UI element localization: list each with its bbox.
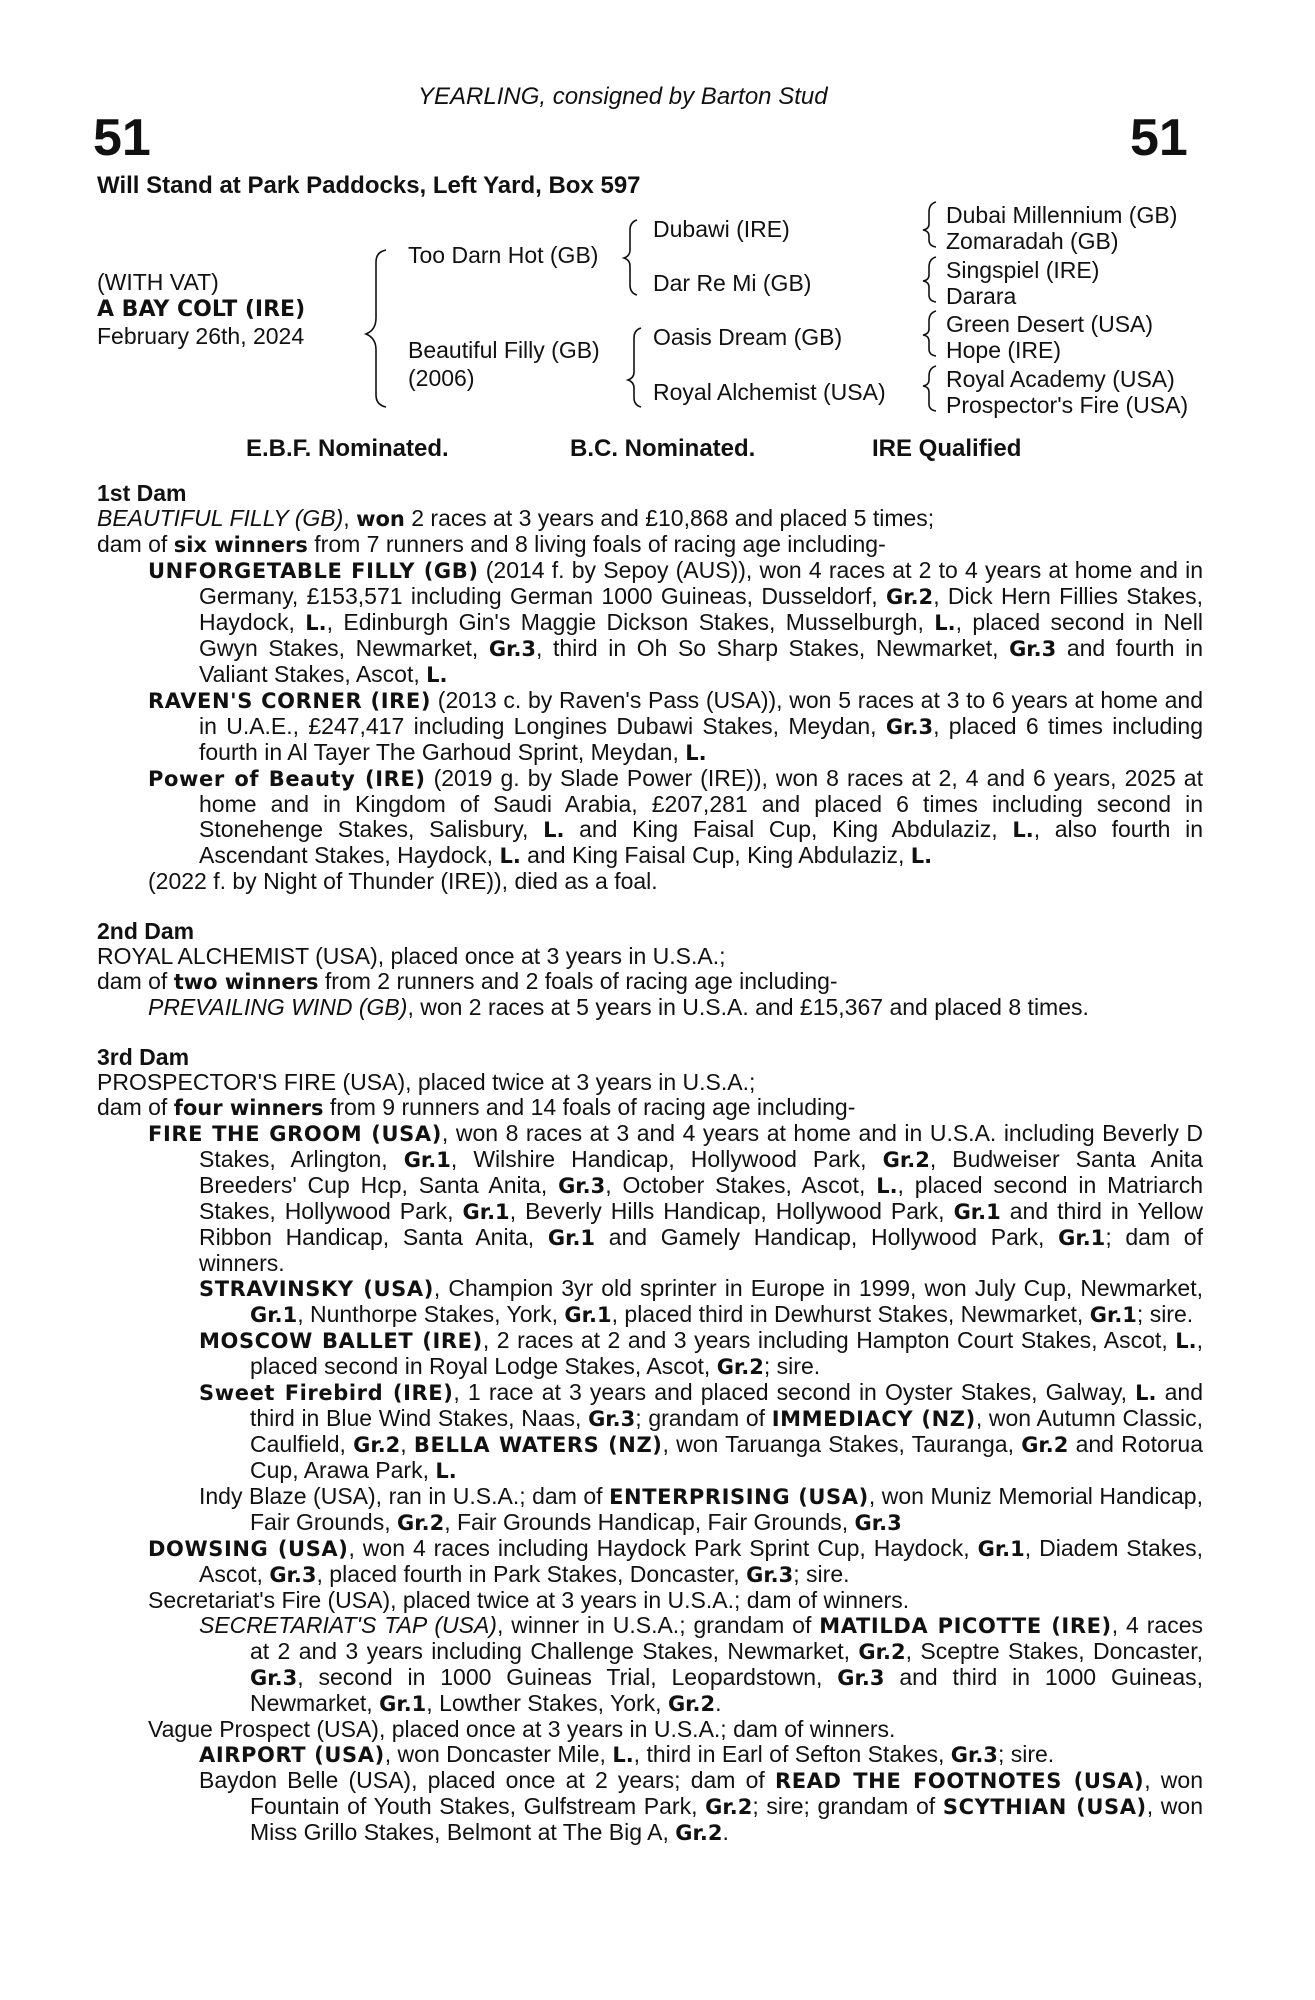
entry-text: , third in Earl of Sefton Stakes,: [633, 1741, 951, 1767]
entry-text: , won 2 races at 5 years in U.S.A. and £15,367 and placed 8 times.: [407, 994, 1089, 1020]
entry-text: Gr.2: [858, 1640, 906, 1664]
horse-name: FIRE THE GROOM (USA): [148, 1122, 442, 1146]
dam-dam-name: Royal Alchemist (USA): [653, 379, 886, 405]
gen3-name-6: Hope (IRE): [946, 337, 1062, 363]
entry-text: ; grandam of: [635, 1405, 772, 1431]
entry-text: Gr.3: [885, 715, 934, 739]
entry-text: , Lowther Stakes, York,: [426, 1690, 668, 1716]
horse-name: READ THE FOOTNOTES (USA): [774, 1769, 1145, 1793]
entry-text: , placed second in Matriarch Stakes, Hollywood Park,: [199, 1172, 1203, 1224]
entry-text: Gr.2: [716, 1355, 764, 1379]
entry-text: , placed third in Dewhurst Stakes, Newmarket,: [611, 1301, 1090, 1327]
pedigree-entry: [97, 1768, 1203, 1846]
entry-text: L.: [1135, 1381, 1157, 1405]
entry-text: Gr.3: [1009, 637, 1057, 661]
entry-text: L.: [499, 844, 521, 868]
horse-name: UNFORGETABLE FILLY (GB): [148, 559, 479, 583]
pedigree-entry: [97, 1536, 1203, 1588]
gen3-name-7: Royal Academy (USA): [946, 366, 1175, 392]
ire-qualification: IRE Qualified: [872, 435, 1022, 462]
foaling-date: February 26th, 2024: [97, 323, 305, 349]
sire-dam-name: Dar Re Mi (GB): [653, 270, 812, 296]
entry-text: and third in Blue Wind Stakes, Naas,: [250, 1379, 1203, 1431]
entry-text: Gr.3: [558, 1174, 606, 1198]
pedigree-entry: [97, 506, 1203, 532]
entry-text: Gr.1: [403, 1148, 451, 1172]
entry-text: Gr.2: [675, 1821, 723, 1845]
entry-text: , won Doncaster Mile,: [384, 1741, 613, 1767]
entry-text: Gr.3: [588, 1407, 636, 1431]
pedigree-entry: [97, 869, 1203, 894]
entry-text: L.: [426, 663, 448, 687]
entry-text: won: [356, 507, 405, 531]
horse-name: BELLA WATERS (NZ): [413, 1433, 663, 1457]
pedigree-entry: [97, 969, 1203, 995]
gen3-name-4: Darara: [946, 283, 1017, 309]
entry-text: L.: [1012, 818, 1034, 842]
entry-text: Gr.1: [977, 1537, 1025, 1561]
entry-text: , placed second in Nell Gwyn Stakes, Newmarket,: [199, 609, 1204, 661]
pedigree-entry: [97, 1276, 1203, 1328]
entry-text: , also fourth in Ascendant Stakes, Haydock,: [199, 816, 1204, 868]
horse-name: Power of Beauty (IRE): [148, 767, 426, 791]
entry-text: Gr.1: [250, 1303, 298, 1327]
entry-text: Gr.1: [1058, 1226, 1106, 1250]
entry-text: BEAUTIFUL FILLY (GB): [97, 505, 344, 531]
entry-text: L.: [612, 1743, 634, 1767]
bc-nomination: B.C. Nominated.: [570, 435, 756, 462]
pedigree-entry: [97, 1121, 1203, 1276]
dam-sire-name: Oasis Dream (GB): [653, 324, 843, 350]
entry-text: , Fair Grounds Handicap, Fair Grounds,: [444, 1509, 855, 1535]
entry-text: ,: [343, 505, 357, 531]
section-gap: [97, 1020, 1203, 1045]
entry-text: ; sire.: [763, 1353, 821, 1379]
horse-name: Sweet Firebird (IRE): [199, 1381, 454, 1405]
gen3-name-1: Dubai Millennium (GB): [946, 202, 1178, 228]
entry-text: (2022 f. by Night of Thunder (IRE)), died as a foal.: [148, 868, 658, 894]
entry-text: from 2 runners and 2 foals of racing age including-: [318, 968, 838, 994]
entry-text: Gr.2: [885, 585, 934, 609]
entry-text: and King Faisal Cup, King Abdulaziz,: [564, 816, 1013, 842]
entry-text: Gr.1: [953, 1200, 1001, 1224]
entry-text: Gr.3: [488, 637, 537, 661]
pedigree-entry: [97, 1070, 1203, 1095]
pedigree-entry: [97, 558, 1203, 688]
dam-year: (2006): [408, 365, 475, 391]
entry-text: Gr.2: [705, 1795, 753, 1819]
entry-text: , won 8 races at 3 and 4 years at home and in U.S.A. including Beverly D Stakes, Arlington,: [199, 1120, 1203, 1172]
entry-text: ROYAL ALCHEMIST (USA), placed once at 3 years in U.S.A.;: [97, 943, 726, 969]
entry-text: , 1 race at 3 years and placed second in Oyster Stakes, Galway,: [453, 1379, 1136, 1405]
pedigree-entry: [97, 1717, 1203, 1742]
entry-text: , Beverly Hills Handicap, Hollywood Park,: [509, 1198, 954, 1224]
entry-text: and third in 1000 Guineas, Newmarket,: [250, 1664, 1203, 1716]
horse-name: AIRPORT (USA): [199, 1743, 385, 1767]
entry-text: Gr.2: [353, 1433, 401, 1457]
entry-text: , 2 races at 2 and 3 years including Hampton Court Stakes, Ascot,: [482, 1327, 1176, 1353]
entry-text: PROSPECTOR'S FIRE (USA), placed twice at 3 years in U.S.A.;: [97, 1069, 756, 1095]
entry-text: and King Faisal Cup, King Abdulaziz,: [520, 842, 911, 868]
entry-text: , won Muniz Memorial Handicap, Fair Grounds,: [250, 1483, 1203, 1535]
gen3-name-2: Zomaradah (GB): [946, 228, 1119, 254]
entry-text: four winners: [173, 1096, 324, 1120]
entry-text: ; sire.: [1136, 1301, 1194, 1327]
entry-text: L.: [435, 1459, 457, 1483]
entry-text: , placed fourth in Park Stakes, Doncaster,: [316, 1561, 747, 1587]
entry-text: PREVAILING WIND (GB): [148, 994, 408, 1020]
pedigree-entry: [97, 532, 1203, 558]
entry-text: and third in Yellow Ribbon Handicap, Santa Anita,: [199, 1198, 1203, 1250]
entry-text: , Diadem Stakes, Ascot,: [199, 1535, 1204, 1587]
pedigree-entry: [97, 1484, 1203, 1536]
entry-text: , Budweiser Santa Anita Breeders' Cup Hcp, Santa Anita,: [199, 1146, 1203, 1198]
entry-text: , winner in U.S.A.; grandam of: [496, 1612, 820, 1638]
entry-text: dam of: [97, 1094, 174, 1120]
entry-text: L.: [876, 1174, 898, 1198]
entry-text: , Nunthorpe Stakes, York,: [297, 1301, 565, 1327]
entry-text: ; sire.: [997, 1741, 1055, 1767]
entry-text: Indy Blaze (USA), ran in U.S.A.; dam of: [199, 1483, 610, 1509]
horse-name: IMMEDIACY (NZ): [771, 1407, 976, 1431]
pedigree-entry: [97, 688, 1203, 766]
entry-text: 2 races at 3 years and £10,868 and placed 5 times;: [404, 505, 935, 531]
pedigree-entry: [97, 1095, 1203, 1121]
entry-text: , placed 6 times including fourth in Al Tayer The Garhoud Sprint, Meydan,: [199, 713, 1204, 765]
entry-text: and fourth in Valiant Stakes, Ascot,: [199, 635, 1204, 687]
horse-name: STRAVINSKY (USA): [199, 1277, 434, 1301]
entry-text: , won Autumn Classic, Caulfield,: [250, 1405, 1203, 1457]
pedigree-entry: [97, 1588, 1203, 1613]
horse-name: SCYTHIAN (USA): [942, 1795, 1147, 1819]
section-title: 3rd Dam: [97, 1044, 190, 1070]
entry-text: Gr.2: [667, 1692, 716, 1716]
entry-text: Gr.3: [250, 1666, 298, 1690]
entry-text: , Wilshire Handicap, Hollywood Park,: [450, 1146, 883, 1172]
entry-text: Gr.3: [269, 1563, 317, 1587]
gen3-name-8: Prospector's Fire (USA): [946, 392, 1189, 418]
entry-text: L.: [305, 611, 327, 635]
entry-text: L.: [543, 818, 565, 842]
entry-text: Gr.1: [462, 1200, 510, 1224]
pedigree-entry: [97, 1613, 1203, 1717]
entry-text: ; sire.: [793, 1561, 850, 1587]
entry-text: .: [715, 1690, 722, 1716]
entry-text: Gr.2: [397, 1511, 445, 1535]
horse-name: DOWSING (USA): [148, 1537, 349, 1561]
pedigree-entry: [97, 1328, 1203, 1380]
gen3-name-3: Singspiel (IRE): [946, 257, 1100, 283]
entry-text: , 4 races at 2 and 3 years including Challenge Stakes, Newmarket,: [250, 1612, 1203, 1664]
entry-text: dam of: [97, 531, 174, 557]
entry-text: SECRETARIAT'S TAP (USA): [199, 1612, 497, 1638]
entry-text: Gr.2: [1021, 1433, 1069, 1457]
pedigree-entry: [97, 944, 1203, 969]
entry-text: , Dick Hern Fillies Stakes, Haydock,: [199, 583, 1203, 635]
vat-note: (WITH VAT): [97, 269, 219, 295]
entry-text: Gr.1: [564, 1303, 612, 1327]
pedigree-entry: [97, 1380, 1203, 1484]
entry-text: , third in Oh So Sharp Stakes, Newmarket,: [536, 635, 1010, 661]
horse-name: MATILDA PICOTTE (IRE): [819, 1614, 1112, 1638]
entry-text: L.: [1175, 1329, 1197, 1353]
entry-text: Gr.2: [882, 1148, 930, 1172]
entry-text: , won 4 races including Haydock Park Sprint Cup, Haydock,: [348, 1535, 978, 1561]
horse-name: MOSCOW BALLET (IRE): [199, 1329, 483, 1353]
entry-text: Secretariat's Fire (USA), placed twice at 3 years in U.S.A.; dam of winners.: [148, 1587, 910, 1613]
entry-text: , placed second in Royal Lodge Stakes, Ascot,: [250, 1327, 1203, 1379]
entry-text: , second in 1000 Guineas Trial, Leopardstown,: [297, 1664, 838, 1690]
entry-text: Gr.1: [1089, 1303, 1137, 1327]
entry-text: Gr.1: [379, 1692, 427, 1716]
entry-text: (2019 g. by Slade Power (IRE)), won 8 races at 2, 4 and 6 years, 2025 at home and in Kingdom of Saudi Arabia, £207,281 and placed 6 times including second in Stonehenge Stakes, Salisbury,: [199, 765, 1203, 842]
entry-text: , Edinburgh Gin's Maggie Dickson Stakes, Musselburgh,: [326, 609, 935, 635]
entry-text: , won Taruanga Stakes, Tauranga,: [662, 1431, 1022, 1457]
entry-text: L.: [910, 844, 933, 868]
entry-text: six winners: [173, 533, 308, 557]
entry-text: , won Fountain of Youth Stakes, Gulfstream Park,: [250, 1767, 1203, 1819]
entry-text: from 7 runners and 8 living foals of racing age including-: [307, 531, 886, 557]
entry-text: and Gamely Handicap, Hollywood Park,: [595, 1224, 1059, 1250]
section-title: 2nd Dam: [97, 918, 195, 944]
lot-number-right: 51: [1130, 109, 1188, 167]
entry-text: L.: [934, 611, 956, 635]
entry-text: Baydon Belle (USA), placed once at 2 years; dam of: [199, 1767, 775, 1793]
lot-number-left: 51: [93, 109, 151, 167]
entry-text: ,: [400, 1431, 414, 1457]
catalogue-body: [97, 481, 1203, 1846]
entry-text: and Rotorua Cup, Arawa Park,: [250, 1431, 1203, 1483]
sire-name: Too Darn Hot (GB): [408, 242, 599, 268]
horse-name: A BAY COLT (IRE): [97, 297, 306, 322]
entry-text: ; dam of winners.: [199, 1224, 1203, 1276]
entry-text: , Champion 3yr old sprinter in Europe in 1999, won July Cup, Newmarket,: [433, 1275, 1204, 1301]
entry-text: (2013 c. by Raven's Pass (USA)), won 5 races at 3 to 6 years at home and in U.A.E., £247,417 including Longines Dubawi Stakes, Meydan,: [199, 687, 1203, 739]
entry-text: , October Stakes, Ascot,: [605, 1172, 877, 1198]
entry-text: two winners: [173, 970, 319, 994]
pedigree-entry: [97, 995, 1203, 1020]
entry-text: dam of: [97, 968, 174, 994]
entry-text: L.: [685, 741, 707, 765]
pedigree-entry: [97, 766, 1203, 869]
entry-text: ; sire; grandam of: [752, 1793, 943, 1819]
entry-text: (2014 f. by Sepoy (AUS)), won 4 races at 2 to 4 years at home and in Germany, £153,571 including German 1000 Guineas, Dusseldorf,: [199, 557, 1203, 609]
gen3-name-5: Green Desert (USA): [946, 311, 1154, 337]
pedigree-entry: [97, 1742, 1203, 1768]
entry-text: .: [722, 1819, 729, 1845]
sire-sire-name: Dubawi (IRE): [653, 216, 790, 242]
entry-text: Gr.3: [837, 1666, 885, 1690]
entry-text: Vague Prospect (USA), placed once at 3 years in U.S.A.; dam of winners.: [148, 1716, 896, 1742]
entry-text: , Sceptre Stakes, Doncaster,: [905, 1638, 1203, 1664]
horse-name: RAVEN'S CORNER (IRE): [148, 689, 432, 713]
entry-text: Gr.1: [547, 1226, 596, 1250]
ebf-nomination: E.B.F. Nominated.: [246, 435, 449, 462]
dam-name: Beautiful Filly (GB): [408, 337, 600, 363]
entry-text: Gr.3: [854, 1511, 902, 1535]
horse-name: ENTERPRISING (USA): [609, 1485, 869, 1509]
entry-text: Gr.3: [950, 1743, 998, 1767]
section-title: 1st Dam: [97, 480, 187, 506]
entry-text: from 9 runners and 14 foals of racing age including-: [323, 1094, 856, 1120]
section-gap: [97, 894, 1203, 919]
entry-text: Gr.3: [746, 1563, 794, 1587]
consignment-line: YEARLING, consigned by Barton Stud: [418, 83, 828, 110]
stand-location: Will Stand at Park Paddocks, Left Yard, Box 597: [97, 172, 641, 199]
entry-text: , won Miss Grillo Stakes, Belmont at The Big A,: [250, 1793, 1204, 1845]
